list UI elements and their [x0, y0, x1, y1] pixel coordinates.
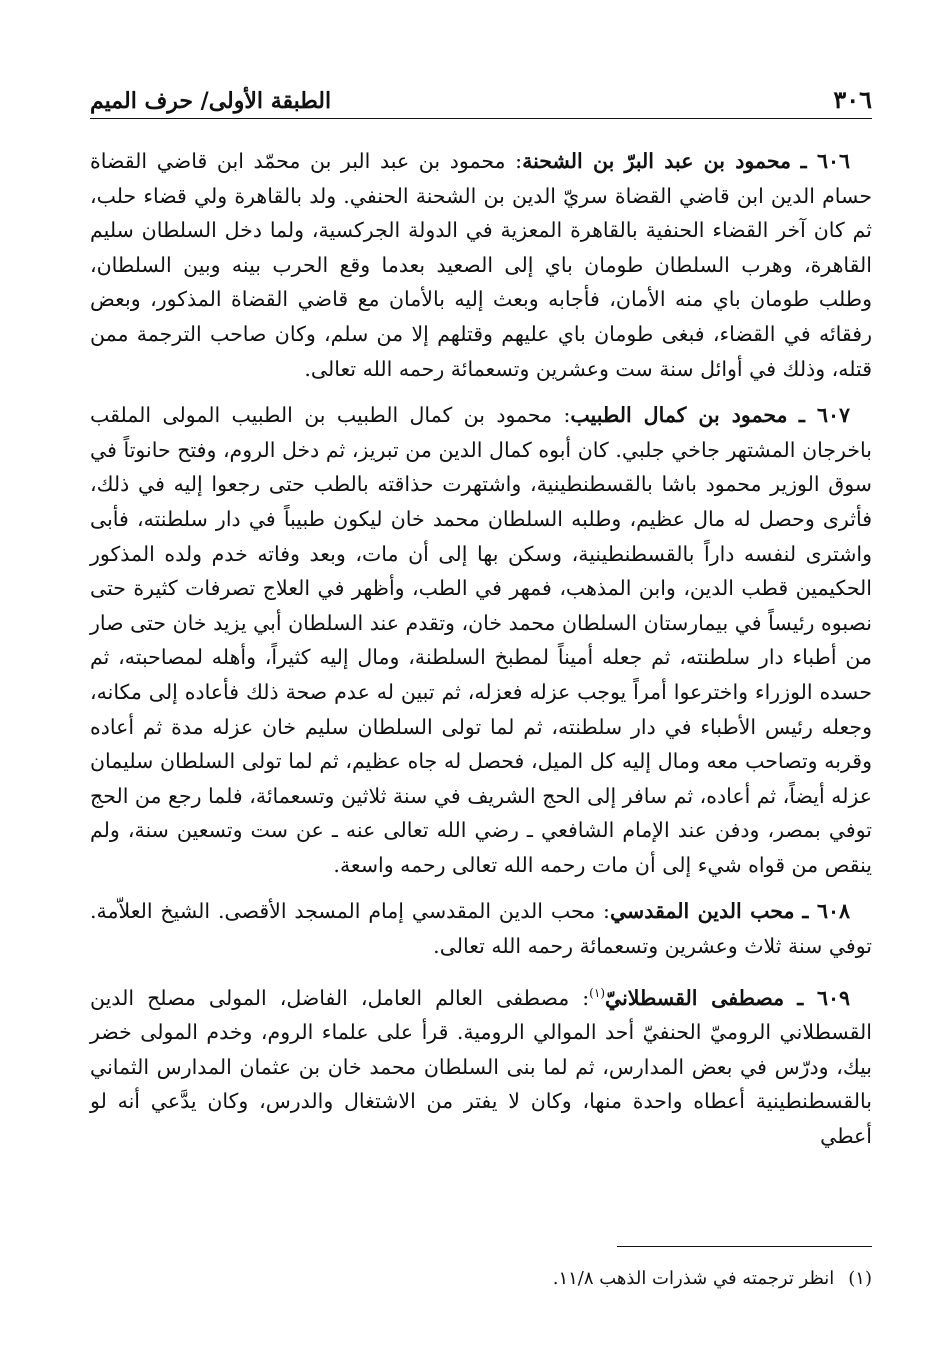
entry-606: [90, 144, 872, 386]
footnote-text: انظر ترجمته في شذرات الذهب ١١/٨.: [552, 1268, 835, 1289]
entry-text: : محب الدين المقدسي إمام المسجد الأقصى. الشيخ العلاّمة. توفي سنة ثلاث وعشرين وتسعمائة رحمه الله تعالى.: [90, 899, 872, 959]
footnote-marker[interactable]: (١): [589, 985, 605, 1000]
entry-607: [90, 398, 872, 882]
entry-text: : مصطفى العالم العامل، الفاضل، المولى مصلح الدين القسطلاني الروميّ الحنفيّ أحد الموالي الرومية. قرأ على علماء الروم، وخدم المولى خضر بيك، ودرّس في بعض المدارس، ثم لما بنى السلطان محمد خان بن عثمان المدارس الثماني بالقسطنطينية أعطاه واحدة منها، وكان لا يفتر من الاشتغال والدرس، وكان يدَّعي أنه لو أعطي: [90, 985, 872, 1148]
footnote: [300, 1266, 872, 1292]
entry-number: ٦٠٨ ـ: [802, 899, 850, 924]
entry-name: مصطفى القسطلانيّ: [605, 985, 785, 1010]
entry-name: محمود بن كمال الطبيب: [570, 403, 788, 428]
running-title: الطبقة الأولى/ حرف الميم: [90, 88, 332, 114]
entry-text: : محمود بن كمال الطبيب بن الطبيب المولى الملقب باخرجان المشتهر جاخي جلبي. كان أبوه كمال الدين من تبريز، ثم دخل الروم، وفتح حانوتاً في سوق الوزير محمود باشا بالقسطنطينية، واشتهرت حذاقته بالطب حتى رجعوا إليه في ذلك، فأثرى وحصل له مال عظيم، وطلبه السلطان محمد خان ليكون طبيباً في دار سلطنته، فأبى واشترى لنفسه داراً بالقسطنطينية، وسكن بها إلى أن مات، وبعد وفاته خدم ولده المذكور الحكيمين قطب الدين، وابن المذهب، فمهر في الطب، وأظهر في العلاج تصرفات كثيرة حتى نصبوه رئيساً في بيمارستان السلطان محمد خان، وتقدم عند السلطان أبي يزيد خان حتى صار من أطباء دار سلطنته، ثم جعله أميناً لمطبخ السلطنة، ومال إليه كثيراً، وأهله لمصاحبته، ثم حسده الوزراء واخترعوا أمراً يوجب عزله فعزله، ثم تبين له عدم صحة ذلك فأعاده إلى مكانه، وجعله رئيس الأطباء في دار سلطنته، ثم لما تولى السلطان سليم خان عزله مدة ثم أعاده وقربه وتصاحب معه ومال إليه كل الميل، فحصل له جاه عظيم، ثم لما تولى السلطان سليمان عزله أيضاً، ثم أعاده، ثم سافر إلى الحج الشريف في سنة ثلاثين وتسعمائة، فلما رجع من الحج توفي بمصر، ودفن عند الإمام الشافعي ـ رضي الله تعالى عنه ـ عن ست وتسعين سنة، ولم ينقص من قواه شيء إلى أن مات رحمه الله تعالى رحمه واسعة.: [90, 403, 872, 877]
entry-name: محب الدين المقدسي: [609, 899, 795, 924]
entry-number: ٦٠٦ ـ: [800, 149, 850, 173]
entry-name: محمود بن عبد البرّ بن الشحنة: [522, 149, 792, 173]
entry-text: : محمود بن عبد البر بن محمّد ابن قاضي القضاة حسام الدين ابن قاضي القضاة سريّ الدين بن الشحنة الحنفي. ولد بالقاهرة ولي قضاء حلب، ثم كان آخر القضاء الحنفية بالقاهرة المعزية في الدولة الجركسية، ولما دخل السلطان سليم القاهرة، وهرب السلطان طومان باي إلى الصعيد بعدما وقع الحرب بينه وبين السلطان، وطلب طومان باي منه الأمان، فأجابه وبعث إليه بالأمان مع قاضي القضاة المذكور، وبعض رفقائه في القضاء، فبغى طومان باي عليهم وقتلهم إلا من سلم، وكان صاحب الترجمة ممن قتله، وذلك في أوائل سنة ست وعشرين وتسعمائة رحمه الله تعالى.: [90, 149, 872, 381]
running-header: [90, 78, 872, 119]
entry-number: ٦٠٩ ـ: [797, 985, 850, 1010]
entry-number: ٦٠٧ ـ: [798, 403, 850, 428]
footnote-divider: [617, 1246, 872, 1247]
entry-609: [90, 976, 872, 1154]
entry-608: [90, 894, 872, 963]
footnote-number: (١): [848, 1268, 872, 1289]
page-number: ٣٠٦: [833, 85, 872, 114]
body-text: [90, 144, 872, 1165]
